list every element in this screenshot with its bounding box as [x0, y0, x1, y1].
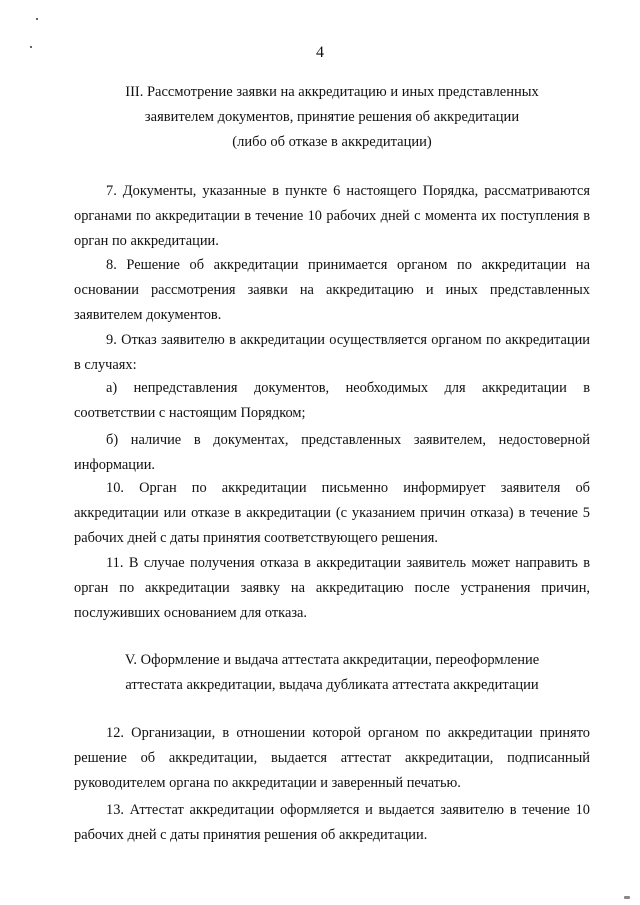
- section-5-heading-line: V. Оформление и выдача аттестата аккредитации, переоформление: [124, 652, 540, 668]
- paragraph-9-item-a: а) непредставления документов, необходимых для аккредитации в соответствии с настоящим Порядком;: [74, 380, 590, 421]
- section-3-heading: [72, 80, 592, 155]
- paragraph-9: 9. Отказ заявителю в аккредитации осуществляется органом по аккредитации в случаях:: [74, 332, 590, 373]
- section-3-heading-line: заявителем документов, принятие решения об аккредитации: [144, 109, 520, 125]
- section-3-heading-line: (либо об отказе в аккредитации): [232, 134, 432, 150]
- paragraph-12: 12. Организации, в отношении которой органом по аккредитации принято решение об аккредитации, выдается аттестат аккредитации, подписанный руководителем органа по аккредитации и заверенный печатью.: [74, 725, 590, 791]
- paragraph-8: 8. Решение об аккредитации принимается органом по аккредитации на основании рассмотрения заявки на аккредитацию и иных представленных заявителем документов.: [74, 257, 590, 323]
- paragraph-11: 11. В случае получения отказа в аккредитации заявитель может направить в орган по аккредитации заявку на аккредитацию после устранения причин, послуживших основанием для отказа.: [74, 555, 590, 621]
- section-5-heading-line: аттестата аккредитации, выдача дубликата аттестата аккредитации: [125, 677, 539, 693]
- section-5-heading: [72, 648, 592, 698]
- scan-speck: [624, 896, 630, 899]
- paragraph-13: 13. Аттестат аккредитации оформляется и выдается заявителю в течение 10 рабочих дней с даты принятия решения об аккредитации.: [74, 802, 590, 843]
- scan-speck: [36, 18, 38, 20]
- page-number: 4: [316, 44, 324, 61]
- paragraph-7: 7. Документы, указанные в пункте 6 настоящего Порядка, рассматриваются органами по аккредитации в течение 10 рабочих дней с момента их поступления в орган по аккредитации.: [74, 183, 590, 249]
- paragraph-10: 10. Орган по аккредитации письменно информирует заявителя об аккредитации или отказе в аккредитации (с указанием причин отказа) в течение 5 рабочих дней с даты принятия соответствующего решения.: [74, 480, 590, 546]
- paragraph-9-item-b: б) наличие в документах, представленных заявителем, недостоверной информации.: [74, 432, 590, 473]
- section-3-heading-line: III. Рассмотрение заявки на аккредитацию и иных представленных: [125, 84, 539, 100]
